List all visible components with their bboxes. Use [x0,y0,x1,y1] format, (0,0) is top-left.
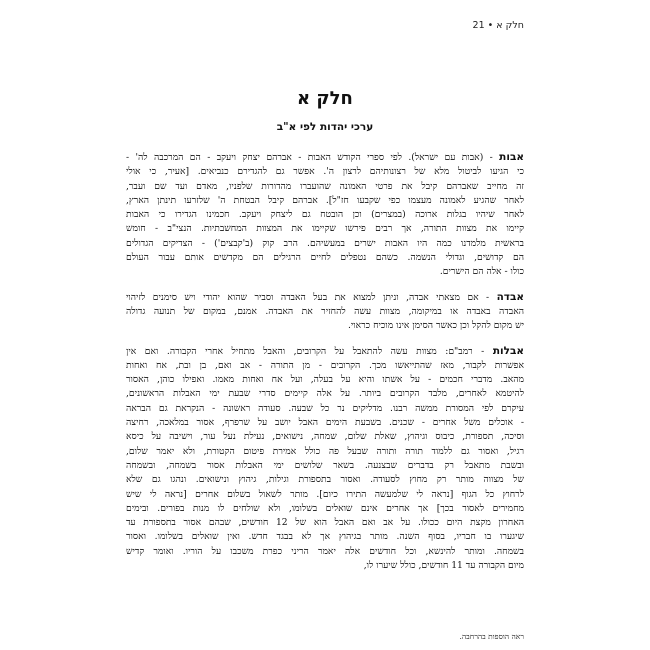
entry-line [126,319,524,333]
entry-line [126,222,524,236]
entry-line [126,305,524,319]
entry-line [126,180,524,194]
entry-text: של מצווה מותר רק מחוץ לסעודה. ואסור בתספורת וגילות, גיהוץ ונישואים. ונהגו גם שלא [126,474,524,486]
entry-line [126,430,524,444]
running-header: חלק א • 21 [472,20,524,31]
entry-text: בשמחה. ומותר להינשא, וכל חודשים אלה יאמר הריני כפרת משכבו על הוריו. ואומר קדיש [126,545,524,557]
entry-text: האחרון מקצת היום ככולו. על אב ואם האבל הוא של 12 חודשים, שבהם אסור בתספורת עד [126,517,524,529]
entry-text: - אם מצאתי אבדה, וניתן למצוא את בעל האבדה וסביר שהוא יהודי ויש סימנים לזיהוי [126,291,490,303]
text-body [126,150,524,583]
entry-line [126,237,524,251]
entry-text: רגיל, ואסור גם ללמוד תורה ותורה שבעל פה כולל אמירת פיטום הקטורת, ולא יאמר שלום, [126,445,524,457]
entry-text: הם קדושים, וגדולי הנשמה. כשהם נטפלים לחיים הרגילים הם מקדשים אותם עבור העולם [126,252,524,264]
entry-line [126,502,524,516]
entry-line [126,165,524,179]
entry-text: כולו - אלה הם הישרים. [439,266,524,278]
entry-text: - (אבות עם ישראל). לפי ספרי הקודש האבות - אברהם יצחק ויעקב - הם המרכבה לה' - [126,152,493,163]
entry-text: אפשרות לקבור, מאז שהתייאשו מכך. הקרובים - מן התורה - אב ואם, בן ובת, אח ואחות [126,359,524,371]
entry [126,290,524,334]
entry [126,150,524,280]
entry-line [126,402,524,416]
entry-line [126,344,524,359]
entry-text: לרחוץ כל הגוף [נראה לי שלמעשה התירו כיום]. מותר לשאול בשלום אחרים [נראה לי שיש [126,488,524,500]
entry-line [126,473,524,487]
entry-text: - אוכלים משל אחרים - שכנים. בשבעת הימים האבל יושב על שרפרף, אסור במלאכה, רחיצה [126,417,524,429]
entry-text: זה מחייב שאברהם קיבל את פרטי האמונה שהועברו מהדורות שלפניו, מאדם ועד שם ועבר, [126,180,524,192]
entry-text: האבדה באבדה או במיקומה, מצוות עשה להחזיר את האבדה. אמנם, במקום של תנועה גדולה [126,305,524,317]
entry-text: כי הגיעו לביטול מלא של רצונותיהם לרצון ה'. אפשר גם להגדירם כנביאים. [אעיר, כי אולי [126,166,524,178]
entry-line [126,416,524,430]
entry-text: בראשית מלמדנו כמה היו האבות ישרים במעשיהם. הרב קוק (ב'קבצים') - הצדיקים הגדולים [126,237,524,249]
entry-line [126,459,524,473]
entry-text: ובשבת מתאבל רק בדברים שבצנעה. בשאר שלושים ימי האבלות אסור בשמחה, ובשמחה [126,459,524,471]
entry-text: שיגערו בו חבריו, בסוף השנה. מותר בגיהוץ אך לא בבגד חדש. ואין שואלים בשלומו. ואסור [126,531,524,543]
entry-line [126,251,524,265]
entry-text: - רמב"ם: מצוות עשה להתאבל על הקרובים, והאבל מתחיל אחרי הקבורה. ואם אין [126,345,485,357]
chapter-subtitle: ערכי יהדות לפי א"ב [276,121,374,133]
entry-line [126,208,524,222]
entry-line [126,150,524,165]
entry-line [126,387,524,401]
entry-text: עיקרם לפי המסורת ממשה רבנו. מדליקים נר כל שבעה. סעודה ראשונה - הנקראת גם הבראה [126,402,524,414]
entry-text: מיום הקבורה עד 11 חודשים, כולל שיערו לו, [363,560,524,572]
entry-text: וסיכה, תספורת, כיבוס וגיהוץ, שאלת שלום, שמחה, נישואים, נעילת נעל עור, וישיבה על כיסא [126,431,524,443]
entry-line [126,265,524,279]
entry-text: מהאב. מדברי חכמים - על אשתו והיא על בעלה, ועל אח ואחות מאמו. ואפילו כוהן, האסור [126,374,524,386]
entry-line [126,290,524,305]
entry-line [126,445,524,459]
footnote: ראה הוספות בהרחבה. [459,632,524,641]
entry [126,344,524,574]
entry-line [126,359,524,373]
entry-term: אבדה [496,290,524,303]
entry-line [126,530,524,544]
entry-line [126,559,524,573]
entry-text: מחמירים לאסור בכך] אך אחרים אינם שואלים בשלומו, ולא שולחים לו מנות בפורים. ובימים [126,502,524,514]
entry-text: לאחר שיהיו בגלות ארוכה (במצרים) וכן הובטח גם ליצחק ויעקב. חכמינו הגדירו כי האבות [126,209,524,221]
entry-text: לאחר שהגיע לאמונה מעצמו כפי שקבעו חז"ל]. אברהם קיבל הבטחת ה' שלזרעו תינתן הארץ, [126,194,524,206]
entry-line [126,545,524,559]
entry-text: קיימו את מצוות התורה, אך רבים פירשו שקיימו את המצוות המחשבתיות. הנצי"ב - חומש [126,223,524,235]
entry-line [126,373,524,387]
entry-line [126,516,524,530]
entry-term: אבות [499,151,524,163]
entry-term: אבלות [492,344,524,357]
entry-text: להיטמא לאחרים, מלבד הקרובים ביותר. על אלה קיימים סדרי שבעת ימי האבלות הראשונים, [126,388,524,400]
entry-text: יש מקום להקל וכן כאשר הסימן אינו מוכיח כראוי. [347,320,524,332]
entry-line [126,488,524,502]
entry-line [126,194,524,208]
chapter-title: חלק א [297,88,353,109]
